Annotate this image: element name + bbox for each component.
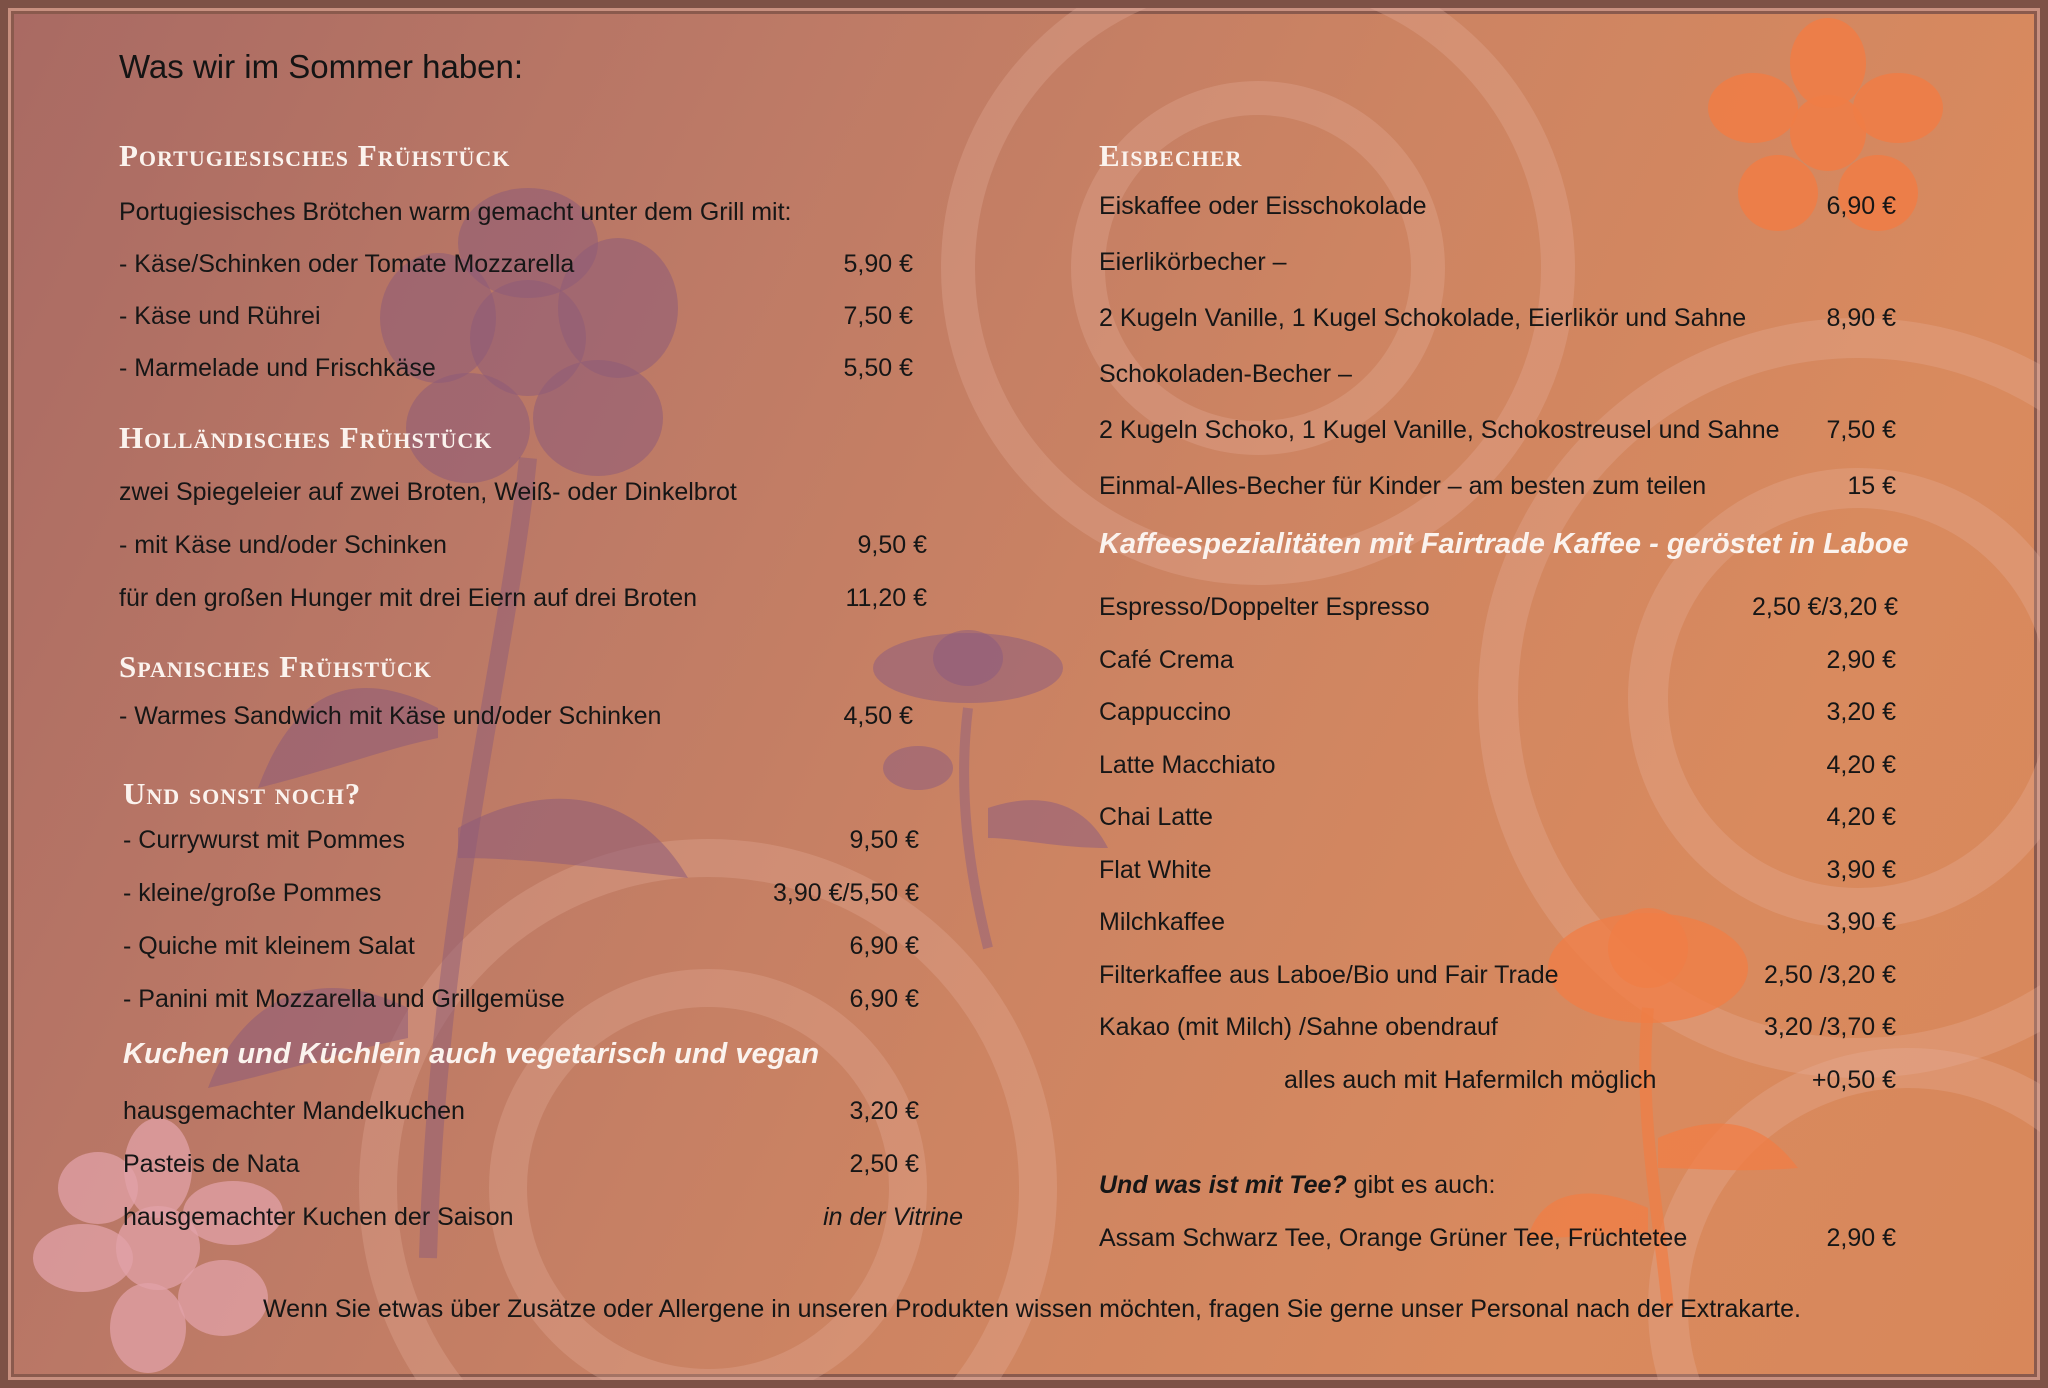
menu-item-name: - Warmes Sandwich mit Käse und/oder Schinken [119, 702, 662, 730]
menu-item-price: 4,20 € [1826, 803, 1896, 831]
menu-item-name: - mit Käse und/oder Schinken [119, 531, 447, 559]
menu-item-name: hausgemachter Kuchen der Saison [123, 1203, 514, 1231]
menu-item-price: 4,50 € [843, 702, 913, 730]
menu-item-price: 3,90 € [1826, 856, 1896, 884]
menu-item-name: Schokoladen-Becher – [1099, 360, 1352, 388]
menu-item-price: 9,50 € [849, 826, 919, 854]
menu-item-price: 5,90 € [843, 250, 913, 278]
hollaendisch-intro: zwei Spiegeleier auf zwei Broten, Weiß- oder Dinkelbrot [119, 478, 737, 506]
menu-item-name: - Quiche mit kleinem Salat [123, 932, 415, 960]
menu-item-price: 3,20 € [1826, 698, 1896, 726]
section-heading-kaffee: Kaffeespezialitäten mit Fairtrade Kaffee - geröstet in Laboe [1099, 528, 1909, 560]
menu-item-name: Eiskaffee oder Eisschokolade [1099, 192, 1427, 220]
tee-heading [1099, 1171, 1495, 1200]
hafermilch-note: alles auch mit Hafermilch möglich [1284, 1066, 1657, 1094]
menu-item-price: 6,90 € [849, 985, 919, 1013]
menu-item-price: 3,20 € [849, 1097, 919, 1125]
menu-item-price: 4,20 € [1826, 751, 1896, 779]
menu-item-name: Eierlikörbecher – [1099, 248, 1287, 276]
menu-item-price: 6,90 € [1826, 192, 1896, 220]
menu-item-name: - Marmelade und Frischkäse [119, 354, 436, 382]
menu-item-name: 2 Kugeln Schoko, 1 Kugel Vanille, Schokostreusel und Sahne [1099, 416, 1780, 444]
menu-item-name: - Käse/Schinken oder Tomate Mozzarella [119, 250, 575, 278]
menu-item-name: Assam Schwarz Tee, Orange Grüner Tee, Früchtetee [1099, 1224, 1688, 1252]
menu-item-price: 5,50 € [843, 354, 913, 382]
section-heading-portugiesisch: Portugiesisches Frühstück [119, 138, 511, 173]
section-heading-spanisch: Spanisches Frühstück [119, 649, 432, 684]
menu-item-price: 2,50 € [849, 1150, 919, 1178]
menu-item-price: 2,50 €/3,20 € [1752, 593, 1898, 621]
menu-item-name: 2 Kugeln Vanille, 1 Kugel Schokolade, Eierlikör und Sahne [1099, 304, 1747, 332]
menu-item-price: 2,50 /3,20 € [1763, 961, 1896, 989]
menu-item-price: 3,20 /3,70 € [1763, 1013, 1896, 1041]
menu-item-price: in der Vitrine [823, 1203, 963, 1231]
menu-item-name: - kleine/große Pommes [123, 879, 382, 907]
menu-item-name: Flat White [1099, 856, 1212, 884]
menu-item-price: 11,20 € [845, 584, 927, 612]
menu-item-price: 3,90 € [1826, 908, 1896, 936]
menu-item-name: Chai Latte [1099, 803, 1213, 831]
tee-question: Und was ist mit Tee? [1099, 1171, 1347, 1199]
portugiesisch-intro: Portugiesisches Brötchen warm gemacht unter dem Grill mit: [119, 198, 792, 226]
menu-item-name: Cappuccino [1099, 698, 1232, 726]
menu-item-price: 9,50 € [857, 531, 927, 559]
menu-item-price: 2,90 € [1826, 1224, 1896, 1252]
menu-item-name: Latte Macchiato [1099, 751, 1276, 779]
page-title: Was wir im Sommer haben: [119, 48, 524, 85]
menu-item-name: Kakao (mit Milch) /Sahne obendrauf [1099, 1013, 1498, 1041]
menu-item-price: 7,50 € [843, 302, 913, 330]
menu-item-price: 8,90 € [1826, 304, 1896, 332]
menu-item-name: - Currywurst mit Pommes [123, 826, 405, 854]
menu-item-price: 3,90 €/5,50 € [773, 879, 919, 907]
menu-item-name: für den großen Hunger mit drei Eiern auf drei Broten [119, 584, 698, 612]
menu-item-price: 15 € [1847, 472, 1896, 500]
section-heading-hollaendisch: Holländisches Frühstück [119, 420, 493, 455]
menu-item-price: 2,90 € [1826, 646, 1896, 674]
tee-answer: gibt es auch: [1346, 1171, 1496, 1199]
menu-item-name: Milchkaffee [1099, 908, 1225, 936]
menu-item-price: 6,90 € [849, 932, 919, 960]
section-heading-sonst: Und sonst noch? [123, 776, 362, 811]
menu-item-price: 7,50 € [1826, 416, 1896, 444]
section-heading-eisbecher: Eisbecher [1099, 138, 1243, 173]
section-heading-kuchen: Kuchen und Küchlein auch vegetarisch und vegan [123, 1038, 820, 1070]
menu-item-name: - Panini mit Mozzarella und Grillgemüse [123, 985, 565, 1013]
menu-item-price: +0,50 € [1811, 1066, 1896, 1094]
menu-item-name: Espresso/Doppelter Espresso [1099, 593, 1430, 621]
menu-item-name: Café Crema [1099, 646, 1234, 674]
menu-item-name: Einmal-Alles-Becher für Kinder – am besten zum teilen [1099, 472, 1707, 500]
menu-item-name: Filterkaffee aus Laboe/Bio und Fair Trade [1099, 961, 1559, 989]
menu-item-name: hausgemachter Mandelkuchen [123, 1097, 465, 1125]
allergen-footer: Wenn Sie etwas über Zusätze oder Allergene in unseren Produkten wissen möchten, fragen Sie gerne unser Personal nach der Extrakarte. [263, 1295, 1801, 1323]
menu-item-name: - Käse und Rührei [119, 302, 321, 330]
menu-item-name: Pasteis de Nata [123, 1150, 300, 1178]
